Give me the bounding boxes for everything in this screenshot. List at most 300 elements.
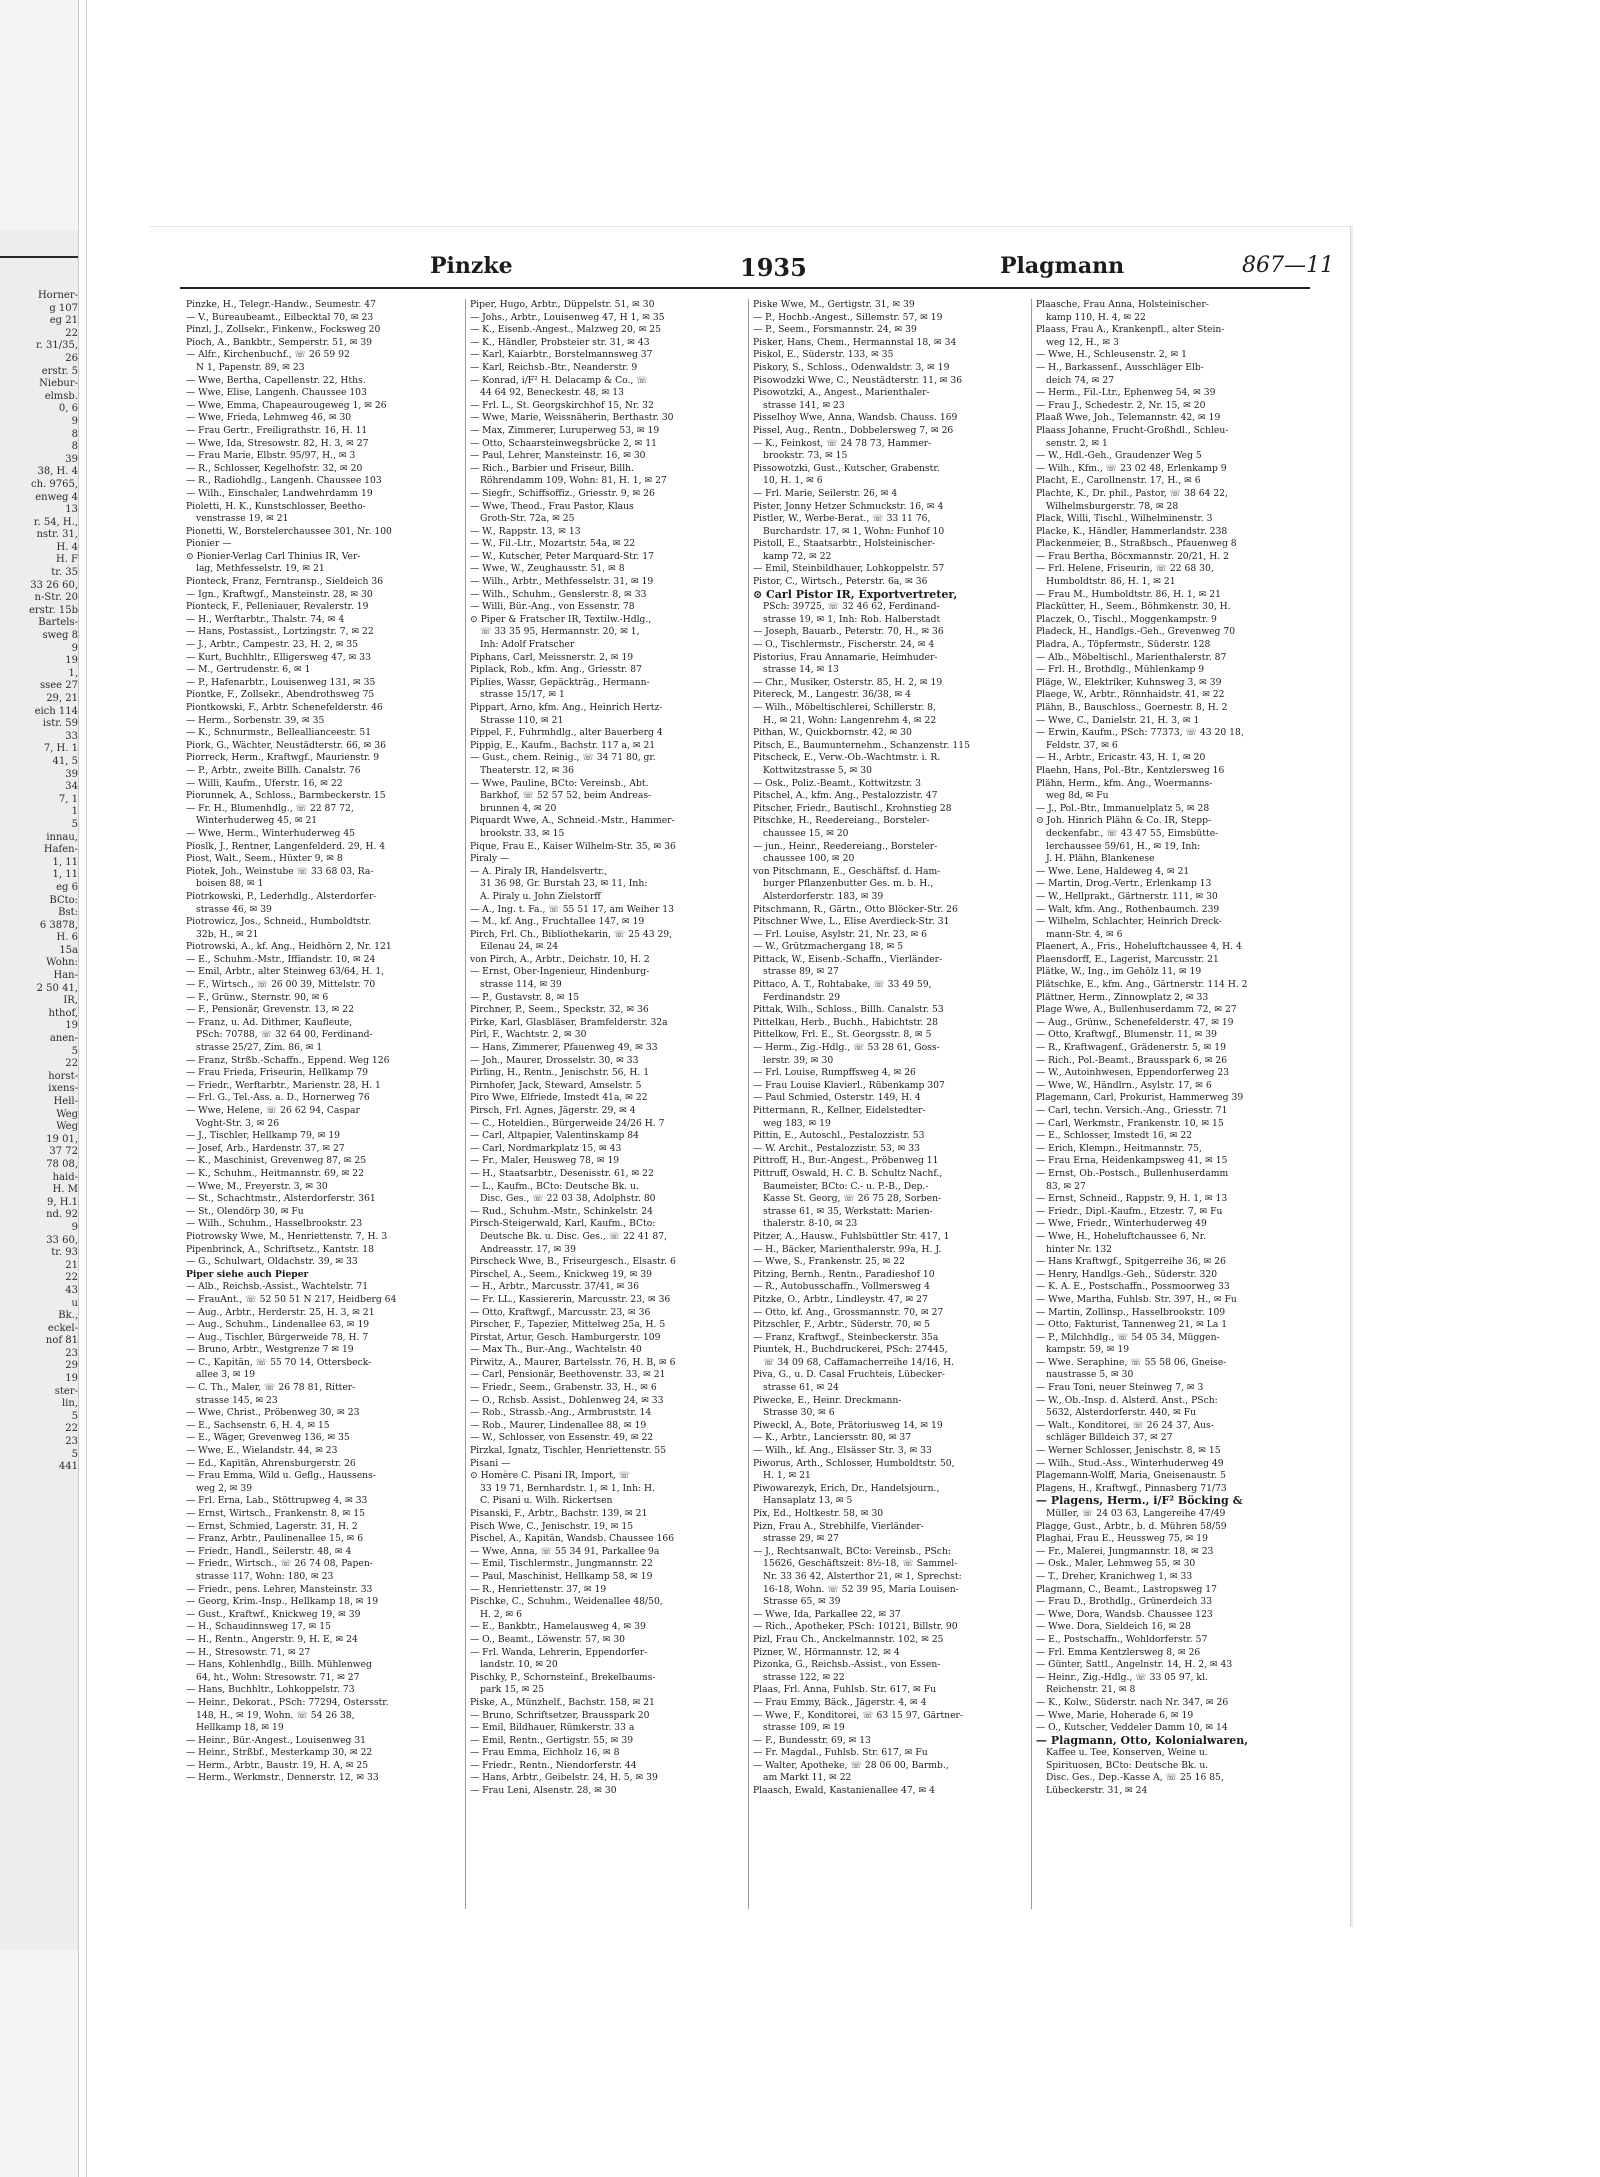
directory-entry: — Herm., Sorbenstr. 39, ✉ 35 xyxy=(186,714,325,726)
directory-entry: — J., Arbtr., Campestr. 23, H. 2, ✉ 35 xyxy=(186,639,359,651)
directory-entry: Pique, Frau E., Kaiser Wilhelm-Str. 35, ✉ 36 xyxy=(470,840,676,852)
directory-entry: — Otto, Fakturist, Tannenweg 21, ✉ La 1 xyxy=(1036,1319,1228,1331)
directory-entry: — P., Gustavstr. 8, ✉ 15 xyxy=(470,991,580,1003)
entry-continuation: strasse 114, ✉ 39 xyxy=(480,979,562,991)
directory-entry: — Joh., Maurer, Drosselstr. 30, ✉ 33 xyxy=(470,1054,639,1066)
entry-continuation: ☏ 33 35 95, Hermannstr. 20, ✉ 1, xyxy=(480,626,640,638)
directory-entry: Piske, A., Münzhelf., Bachstr. 158, ✉ 21 xyxy=(470,1696,655,1708)
left-page-fragment: 5 xyxy=(71,1410,78,1422)
entry-continuation: PSch: 39725, ☏ 32 46 62, Ferdinand- xyxy=(763,601,940,613)
entry-continuation: weg 12, H., ✉ 3 xyxy=(1046,336,1119,348)
directory-entry: Piweckl, A., Bote, Prätoriusweg 14, ✉ 19 xyxy=(753,1419,943,1431)
directory-entry: — E., Schlosser, Imstedt 16, ✉ 22 xyxy=(1036,1130,1193,1142)
gutter-line xyxy=(86,0,87,2177)
entry-continuation: venstrasse 19, ✉ 21 xyxy=(196,513,289,525)
directory-entry: Pioslk, J., Rentner, Langenfelderd. 29, H. 4 xyxy=(186,840,386,852)
directory-entry: Pionetti, W., Borstelerchaussee 301, Nr. 100 xyxy=(186,525,392,537)
left-page-fragment: nstr. 31, xyxy=(36,529,78,541)
directory-entry: Pirzkal, Ignatz, Tischler, Henriettenstr. 55 xyxy=(470,1445,667,1457)
directory-entry: Piro Wwe, Elfriede, Imstedt 41a, ✉ 22 xyxy=(470,1092,648,1104)
directory-entry: Plackütter, H., Seem., Böhmkenstr. 30, H. xyxy=(1036,601,1231,613)
directory-entry: — Frl. Louise, Asylstr. 21, Nr. 23, ✉ 6 xyxy=(753,928,928,940)
directory-entry: Pitschmann, R., Gärtn., Otto Blöcker-Str. 26 xyxy=(753,903,958,915)
left-page-fragment: 22 xyxy=(65,1423,78,1435)
directory-entry: — W., Grützmachergang 18, ✉ 5 xyxy=(753,941,904,953)
directory-entry: — Franz, Arbtr., Paulinenallee 15, ✉ 6 xyxy=(186,1533,364,1545)
left-page-fragment: eckel- xyxy=(47,1322,78,1334)
entry-continuation: strasse 117, Wohn: 180, ✉ 23 xyxy=(196,1570,334,1582)
directory-entry: — Ernst, Wirtsch., Frankenstr. 8, ✉ 15 xyxy=(186,1508,365,1519)
directory-entry: Pittack, W., Eisenb.-Schaffn., Vierländer- xyxy=(753,953,943,965)
directory-entry: — W., Hdl.-Geh., Graudenzer Weg 5 xyxy=(1036,450,1202,462)
entry-continuation: strasse 61, ✉ 24 xyxy=(763,1382,839,1394)
left-page-fragment: H. F xyxy=(55,554,78,566)
left-page-fragments xyxy=(2,290,78,1474)
directory-entry: Plagemann-Wolff, Maria, Gneisenaustr. 5 xyxy=(1036,1470,1226,1482)
entry-continuation: am Markt 11, ✉ 22 xyxy=(763,1772,852,1784)
left-page-fragment: 7, 1 xyxy=(58,793,78,805)
directory-entry: Piorreck, Herm., Kraftwgf., Maurienstr. 9 xyxy=(186,752,380,764)
left-page-fragment: 1 xyxy=(71,806,78,818)
directory-entry: — H., Werftarbtr., Thalstr. 74, ✉ 4 xyxy=(186,613,345,625)
entry-continuation: H. 2, ✉ 6 xyxy=(480,1608,523,1620)
directory-entry: — Wilh., Schuhm., Genslerstr. 8, ✉ 33 xyxy=(470,588,647,600)
left-page-fragment: 23 xyxy=(65,1436,78,1448)
directory-entry: — Fr., Maler, Heusweg 78, ✉ 19 xyxy=(470,1155,620,1167)
entry-continuation: Kasse St. Georg, ☏ 26 75 28, Sorben- xyxy=(763,1193,942,1205)
directory-entry: — J., Tischler, Hellkamp 79, ✉ 19 xyxy=(186,1130,341,1142)
left-page-fragment: Han- xyxy=(53,970,78,982)
directory-entry: Placzek, O., Tischl., Moggenkampstr. 9 xyxy=(1036,613,1217,625)
directory-entry: Pionteck, Franz, Ferntransp., Sieldeich 36 xyxy=(186,576,384,588)
entry-continuation: Feldstr. 37, ✉ 6 xyxy=(1046,739,1118,751)
directory-entry: — Rich., Apotheker, PSch: 10121, Billstr. 90 xyxy=(753,1621,958,1633)
left-page-fragment: 19 xyxy=(65,1373,78,1385)
entry-columns xyxy=(182,299,1312,1909)
directory-entry: — Rob., Maurer, Lindenallee 88, ✉ 19 xyxy=(470,1419,647,1431)
left-page-fragment: u xyxy=(71,1297,78,1309)
directory-entry: — Josef, Arb., Hardenstr. 37, ✉ 27 xyxy=(186,1142,345,1154)
directory-entry: Plähn, B., Bauschloss., Goernestr. 8, H. 2 xyxy=(1036,702,1228,713)
directory-entry: Pirchner, P., Seem., Speckstr. 32, ✉ 36 xyxy=(470,1004,649,1016)
directory-entry: Pitzer, A., Hausw., Fuhlsbüttler Str. 417, 1 xyxy=(753,1230,950,1242)
directory-entry: — Ernst, Ober-Ingenieur, Hindenburg- xyxy=(470,966,650,978)
directory-entry: — Emil, Arbtr., alter Steinweg 63/64, H. 1, xyxy=(186,966,385,978)
directory-entry: — Ernst, Ob.-Postsch., Bullenhuserdamm xyxy=(1036,1167,1229,1179)
left-page-fragment: 2 50 41, xyxy=(36,982,78,994)
directory-entry: — Frau M., Humboldtstr. 86, H. 1, ✉ 21 xyxy=(1036,588,1221,600)
entry-continuation: Voght-Str. 3, ✉ 26 xyxy=(196,1117,280,1129)
directory-entry: Pisselhoy Wwe, Anna, Wandsb. Chauss. 169 xyxy=(753,412,958,424)
directory-entry: Pittaco, A. T., Rohtabake, ☏ 33 49 59, xyxy=(753,979,932,991)
directory-entry: Pipenbrinck, A., Schriftsetz., Kantstr. 18 xyxy=(186,1243,374,1255)
directory-entry: — T., Dreher, Kranichweg 1, ✉ 33 xyxy=(1036,1570,1193,1582)
directory-entry: — Karl, Reichsb.-Btr., Neanderstr. 9 xyxy=(470,361,638,373)
directory-entry: Pistoll, E., Staatsarbtr., Holsteinischer- xyxy=(753,538,936,550)
directory-entry: — Willi, Bür.-Ang., von Essenstr. 78 xyxy=(470,601,635,613)
directory-entry: — Otto, Kraftwgf., Blumenstr. 11, ✉ 39 xyxy=(1036,1029,1217,1041)
entry-continuation: 148, H., ✉ 19, Wohn. ☏ 54 26 38, xyxy=(196,1709,355,1721)
directory-entry: Plaenert, A., Fris., Hoheluftchaussee 4, H. 4 xyxy=(1036,941,1242,953)
directory-entry: — Gust., chem. Reinig., ☏ 34 71 80, gr. xyxy=(470,752,656,764)
directory-entry: Pister, Jonny Hetzer Schmuckstr. 16, ✉ 4 xyxy=(753,500,944,512)
directory-entry: Pladra, A., Töpfermstr., Süderstr. 128 xyxy=(1036,639,1211,651)
directory-entry: — M., Gertrudenstr. 6, ✉ 1 xyxy=(186,664,311,676)
directory-entry: — R., Radiohdlg., Langenh. Chaussee 103 xyxy=(186,475,382,487)
directory-entry: — E., Schuhm.-Mstr., Iffiandstr. 10, ✉ 24 xyxy=(186,953,376,965)
entry-continuation: strasse 14, ✉ 13 xyxy=(763,664,839,676)
directory-entry: Piper siehe auch Pieper xyxy=(186,1268,309,1280)
directory-entry: — Paul Schmied, Osterstr. 149, H. 4 xyxy=(753,1092,921,1104)
directory-entry: — Paul, Maschinist, Hellkamp 58, ✉ 19 xyxy=(470,1570,653,1582)
directory-entry: — Frau Bertha, Böcxmannstr. 20/21, H. 2 xyxy=(1036,550,1229,562)
entry-continuation: strasse 145, ✉ 23 xyxy=(196,1394,278,1406)
directory-entry: — Karl, Kaiarbtr., Borstelmannsweg 37 xyxy=(470,349,653,361)
entry-continuation: 5632, Alsterdorferstr. 440, ✉ Fu xyxy=(1046,1407,1196,1419)
left-page-fragment: Hell- xyxy=(53,1096,78,1107)
directory-entry: — Frau Emma, Wild u. Geflg., Haussens- xyxy=(186,1470,376,1482)
directory-entry: Pitschner Wwe, L., Elise Averdieck-Str. 31 xyxy=(753,916,950,928)
directory-entry: Pitschke, H., Reedereiang., Borsteler- xyxy=(753,815,930,827)
left-page-fragment: tr. 93 xyxy=(51,1247,78,1259)
directory-entry: — Heinr., Dekorat., PSch: 77294, Ostersstr. xyxy=(186,1696,389,1708)
directory-entry: Plaehn, Hans, Pol.-Btr., Kentzlersweg 16 xyxy=(1036,764,1225,776)
directory-entry: Pisanski, F., Arbtr., Bachstr. 139, ✉ 21 xyxy=(470,1508,648,1519)
directory-entry: — F., Bundesstr. 69, ✉ 13 xyxy=(753,1734,871,1746)
directory-entry: Plaaß Wwe, Joh., Telemannstr. 42, ✉ 19 xyxy=(1036,412,1221,424)
directory-entry: — Alb., Reichsb.-Assist., Wachtelstr. 71 xyxy=(186,1281,369,1293)
directory-entry: — Walter, Apotheke, ☏ 28 06 00, Barmb., xyxy=(753,1759,949,1771)
left-page-fragment: haid- xyxy=(52,1171,78,1183)
directory-entry: — P., Milchhdlg., ☏ 54 05 34, Müggen- xyxy=(1036,1331,1220,1343)
entry-continuation: strasse 19, ✉ 1, Inh: Rob. Halberstadt xyxy=(763,613,941,625)
directory-entry: — Herm., Werkmstr., Dennerstr. 12, ✉ 33 xyxy=(186,1772,379,1784)
directory-entry: — M., kf. Ang., Fruchtallee 147, ✉ 19 xyxy=(470,916,645,928)
left-page-fragment: ssee 27 xyxy=(39,680,78,692)
directory-entry: — Frau Emmy, Bäck., Jägerstr. 4, ✉ 4 xyxy=(753,1696,927,1708)
directory-entry: — Wwe, Theod., Frau Pastor, Klaus xyxy=(470,500,634,512)
directory-entry: — J., Pol.-Btr., Immanuelplatz 5, ✉ 28 xyxy=(1036,802,1210,814)
directory-entry: — H., Rentn., Angerstr. 9, H. E, ✉ 24 xyxy=(186,1633,358,1645)
directory-entry: Pioletti, H. K., Kunstschlosser, Beetho- xyxy=(186,500,366,512)
directory-entry: Pischky, P., Schornsteinf., Brekelbaums- xyxy=(470,1671,656,1683)
directory-entry: Piotrowski, A., kf. Ang., Heidhörn 2, Nr. 121 xyxy=(186,941,392,953)
directory-entry: Pisker, Hans, Chem., Hermannstal 18, ✉ 34 xyxy=(753,336,957,348)
directory-entry: — Frl. Helene, Friseurin, ☏ 22 68 30, xyxy=(1036,563,1214,575)
entry-continuation: H. 1, ✉ 21 xyxy=(763,1470,811,1482)
directory-entry: — Werner Schlosser, Jenischstr. 8, ✉ 15 xyxy=(1036,1445,1221,1457)
directory-entry: — A. Piraly IR, Handelsvertr., xyxy=(470,865,608,877)
directory-entry: — C., Hoteldien., Bürgerweide 24/26 H. 7 xyxy=(470,1117,665,1129)
entry-continuation: Burchardstr. 17, ✉ 1, Wohn: Funhof 10 xyxy=(763,525,945,537)
directory-entry: — Frau D., Brothdlg., Grünerdeich 33 xyxy=(1036,1596,1213,1608)
directory-entry: — Gust., Kraftwf., Knickweg 19, ✉ 39 xyxy=(186,1608,361,1620)
entry-continuation: Wilhelmsburgerstr. 78, ✉ 28 xyxy=(1046,500,1179,512)
directory-entry: — Wwe, Elise, Langenh. Chaussee 103 xyxy=(186,387,367,399)
left-page-fragment: 33 xyxy=(65,730,78,742)
directory-entry: — Wwe, H., Hoheluftchaussee 6, Nr. xyxy=(1036,1230,1207,1242)
directory-entry: Pionteck, F., Pelleniauer, Revalerstr. 19 xyxy=(186,601,369,613)
directory-entry: Pirsch, Frl. Agnes, Jägerstr. 29, ✉ 4 xyxy=(470,1105,636,1116)
entry-continuation: brookstr. 73, ✉ 15 xyxy=(763,450,848,462)
directory-entry: Piper, Hugo, Arbtr., Düppelstr. 51, ✉ 30 xyxy=(470,299,655,310)
header-page-number: 867—11 xyxy=(1242,253,1334,278)
left-page-fragment: 22 xyxy=(65,1272,78,1284)
directory-entry: — K., Schuhm., Heitmannstr. 69, ✉ 22 xyxy=(186,1167,364,1179)
directory-entry: — Plagens, Herm., i/F² Böcking & xyxy=(1036,1495,1243,1508)
directory-entry: Piskol, E., Süderstr. 133, ✉ 35 xyxy=(753,349,894,361)
directory-entry: — Frl. G., Tel.-Ass. a. D., Hornerweg 76 xyxy=(186,1092,370,1104)
left-page-fragment: horst- xyxy=(48,1070,78,1082)
directory-entry: Pioch, A., Bankbtr., Semperstr. 51, ✉ 39 xyxy=(186,336,373,348)
directory-entry: — Carl, Nordmarkplatz 15, ✉ 43 xyxy=(470,1142,622,1154)
directory-entry: — R., Henriettenstr. 37, ✉ 19 xyxy=(470,1583,607,1595)
directory-entry: Pittermann, R., Kellner, Eidelstedter- xyxy=(753,1105,926,1116)
left-page-fragment: ch. 9765, xyxy=(30,478,78,490)
directory-entry: Pischke, C., Schuhm., Weidenallee 48/50, xyxy=(470,1596,663,1608)
directory-entry: — Wwe, Ida, Stresowstr. 82, H. 3, ✉ 27 xyxy=(186,437,369,449)
directory-entry: — Wilh., Kfm., ☏ 23 02 48, Erlenkamp 9 xyxy=(1036,462,1227,474)
left-page-fragment: 7, H. 1 xyxy=(43,743,78,755)
directory-entry: — Emil, Bildhauer, Rümkerstr. 33 a xyxy=(470,1722,635,1734)
entry-continuation: senstr. 2, ✉ 1 xyxy=(1046,437,1108,449)
left-page-fragment: 9 xyxy=(71,415,78,427)
directory-entry: Pitereck, M., Langestr. 36/38, ✉ 4 xyxy=(753,689,912,701)
directory-entry: Pirling, H., Rentn., Jenischstr. 56, H. 1 xyxy=(470,1067,650,1079)
entry-continuation: Lübeckerstr. 31, ✉ 24 xyxy=(1046,1785,1148,1797)
entry-continuation: weg 8d, ✉ Fu xyxy=(1046,790,1109,802)
left-page-fragment: 1, 11 xyxy=(52,869,78,881)
directory-entry: Pisowotzki, A., Angest., Marienthaler- xyxy=(753,387,930,399)
directory-entry: — Aug., Tischler, Bürgerweide 78, H. 7 xyxy=(186,1331,369,1343)
directory-entry: — Franz, Strßb.-Schaffn., Eppend. Weg 126 xyxy=(186,1054,390,1066)
entry-continuation: 64, ht., Wohn: Stresowstr. 71, ✉ 27 xyxy=(196,1671,360,1683)
left-page-fragment: 19 01, xyxy=(46,1133,78,1145)
left-page-fragment: Weg xyxy=(56,1121,78,1133)
directory-entry: — Friedr., Seem., Grabenstr. 33, H., ✉ 6 xyxy=(470,1382,657,1394)
directory-entry: — Joseph, Bauarb., Peterstr. 70, H., ✉ 36 xyxy=(753,626,944,638)
directory-entry: Pisani — xyxy=(470,1457,511,1469)
directory-entry: — C., Kapitän, ☏ 55 70 14, Ottersbeck- xyxy=(186,1356,372,1368)
directory-entry: Pischel, A., Kapitän, Wandsb. Chaussee 166 xyxy=(470,1533,675,1545)
left-page-fragment: Hafen- xyxy=(43,844,78,856)
directory-entry: ⊙ Homère C. Pisani IR, Import, ☏ xyxy=(470,1470,631,1482)
directory-entry: Piontke, F., Zollsekr., Abendrothsweg 75 xyxy=(186,689,375,701)
left-page-fragment: 39 xyxy=(65,453,78,465)
left-page-fragment: elmsb. xyxy=(44,390,78,402)
directory-entry: — Wwe, S., Frankenstr. 25, ✉ 22 xyxy=(753,1256,905,1268)
directory-entry: — Ernst, Schneid., Rappstr. 9, H. 1, ✉ 13 xyxy=(1036,1193,1228,1205)
directory-entry: — Günter, Sattl., Angelnstr. 14, H. 2, ✉ 43 xyxy=(1036,1659,1233,1671)
directory-entry: — W., Kutscher, Peter Marquard-Str. 17 xyxy=(470,550,654,562)
directory-entry: Piplies, Wassr, Gepäckträg., Hermann- xyxy=(470,676,650,688)
directory-entry: Piskory, S., Schloss., Odenwaldstr. 3, ✉ 19 xyxy=(753,361,950,373)
directory-entry: Pithan, W., Quickbornstr. 42, ✉ 30 xyxy=(753,727,912,739)
left-page-fragment: 1, 11 xyxy=(52,856,78,868)
entry-continuation: Müller, ☏ 24 03 63, Langereihe 47/49 xyxy=(1046,1508,1226,1519)
directory-entry: — F., Grünw., Sternstr. 90, ✉ 6 xyxy=(186,991,329,1003)
directory-entry: — E., Sachsenstr. 6, H. 4, ✉ 15 xyxy=(186,1419,330,1431)
entry-continuation: chaussee 15, ✉ 20 xyxy=(763,827,849,839)
column-1 xyxy=(182,299,454,1909)
entry-continuation: ☏ 34 09 68, Caffamacherreihe 14/16, H. xyxy=(763,1356,955,1368)
entry-continuation: kampstr. 59, ✉ 19 xyxy=(1046,1344,1130,1356)
directory-entry: — Friedr., Wirtsch., ☏ 26 74 08, Papen- xyxy=(186,1558,373,1570)
directory-page xyxy=(150,226,1351,1927)
directory-entry: — Max, Zimmerer, Luruperweg 53, ✉ 19 xyxy=(470,424,660,436)
directory-entry: — Aug., Grünw., Schenefelderstr. 47, ✉ 19 xyxy=(1036,1016,1234,1028)
left-page-fragment: 41, 5 xyxy=(52,755,78,767)
directory-entry: — W., Schlosser, von Essenstr. 49, ✉ 22 xyxy=(470,1432,654,1444)
directory-entry: Pittelkau, Herb., Buchh., Habichtstr. 28 xyxy=(753,1016,938,1028)
directory-entry: — Frl. Marie, Seilerstr. 26, ✉ 4 xyxy=(753,487,898,499)
directory-entry: Pirnhofer, Jack, Steward, Amselstr. 5 xyxy=(470,1079,642,1091)
left-page-fragment: H. M xyxy=(52,1184,78,1196)
entry-continuation: Kottwitzstrasse 5, ✉ 30 xyxy=(763,764,872,776)
directory-entry: Pinzl, J., Zollsekr., Finkenw., Focksweg 20 xyxy=(186,324,381,336)
directory-entry: — H., Staatsarbtr., Desenisstr. 61, ✉ 22 xyxy=(470,1167,654,1179)
directory-entry: Pissel, Aug., Rentn., Dobbelersweg 7, ✉ 26 xyxy=(753,424,954,436)
entry-continuation: deich 74, ✉ 27 xyxy=(1046,374,1115,386)
directory-entry: — Walt, kfm. Ang., Rothenbaumch. 239 xyxy=(1036,903,1220,915)
entry-continuation: park 15, ✉ 25 xyxy=(480,1684,545,1696)
directory-entry: — Wwe, W., Zeughausstr. 51, ✉ 8 xyxy=(470,563,625,575)
directory-entry: — Rich., Barbier und Friseur, Billh. xyxy=(470,462,635,474)
directory-entry: Plaasch, Ewald, Kastanienallee 47, ✉ 4 xyxy=(753,1785,935,1797)
directory-entry: Piost, Walt., Seem., Hüxter 9, ✉ 8 xyxy=(186,853,343,865)
directory-entry: — Fr., Malerei, Jungmannstr. 18, ✉ 23 xyxy=(1036,1545,1214,1557)
entry-continuation: mann-Str. 4, ✉ 6 xyxy=(1046,928,1123,940)
entry-continuation: Humboldtstr. 86, H. 1, ✉ 21 xyxy=(1046,576,1176,588)
entry-continuation: 10, H. 1, ✉ 6 xyxy=(763,475,823,487)
entry-continuation: Nr. 33 36 42, Alsterthor 21, ✉ 1, Sprechst: xyxy=(763,1570,962,1582)
directory-entry: — Frau Emma, Eichholz 16, ✉ 8 xyxy=(470,1747,620,1759)
directory-entry: — R., Schlosser, Kegelhofstr. 32, ✉ 20 xyxy=(186,462,363,474)
entry-continuation: Theaterstr. 12, ✉ 36 xyxy=(480,764,574,776)
entry-continuation: J. H. Plähn, Blankenese xyxy=(1046,853,1155,865)
entry-continuation: burger Pflanzenbutter Ges. m. b. H., xyxy=(763,878,934,890)
left-page-fragment: Weg xyxy=(56,1108,78,1120)
entry-continuation: 32b, H., ✉ 21 xyxy=(196,928,259,940)
directory-entry: Piwecke, E., Heinr. Dreckmann- xyxy=(753,1394,902,1406)
directory-entry: — Bruno, Schriftsetzer, Brausspark 20 xyxy=(470,1709,650,1721)
entry-continuation: strasse 89, ✉ 27 xyxy=(763,966,839,978)
directory-entry: — Heinr., Zig.-Hdlg., ☏ 33 05 97, kl. xyxy=(1036,1671,1208,1683)
entry-continuation: brookstr. 33, ✉ 15 xyxy=(480,827,565,839)
left-page-fragment: lin, xyxy=(61,1398,78,1410)
directory-entry: Piske Wwe, M., Gertigstr. 31, ✉ 39 xyxy=(753,299,915,310)
directory-entry: Pirstat, Artur, Gesch. Hamburgerstr. 109 xyxy=(470,1331,661,1343)
left-page-fragment: nof 81 xyxy=(45,1335,78,1347)
directory-entry: — St., Schachtmstr., Alsterdorferstr. 361 xyxy=(186,1193,376,1205)
directory-entry: Piraly — xyxy=(470,853,510,865)
column-2 xyxy=(465,299,738,1909)
directory-entry: — Martin, Zollinsp., Hasselbrookstr. 109 xyxy=(1036,1306,1226,1318)
directory-entry: — Hans, Kohlenhdlg., Billh. Mühlenweg xyxy=(186,1659,372,1671)
directory-entry: Piquardt Wwe, A., Schneid.-Mstr., Hammer- xyxy=(470,815,675,827)
directory-entry: — Herm., Arbtr., Baustr. 19, H. A, ✉ 25 xyxy=(186,1759,369,1771)
entry-continuation: Eilenau 24, ✉ 24 xyxy=(480,941,559,953)
directory-entry: — W., Autoinhwesen, Eppendorferweg 23 xyxy=(1036,1067,1230,1079)
directory-entry: Plätschke, E., kfm. Ang., Gärtnerstr. 114 H. 2 xyxy=(1036,979,1248,991)
left-page-fragment: r. 54, H., xyxy=(33,516,78,528)
directory-entry: — K., Arbtr., Lanciersstr. 80, ✉ 37 xyxy=(753,1432,912,1444)
directory-entry: — Alb., Möbeltischl., Marienthalerstr. 87 xyxy=(1036,651,1227,663)
directory-entry: Plachte, K., Dr. phil., Pastor, ☏ 38 64 22, xyxy=(1036,487,1228,499)
directory-entry: Pistor, C., Wirtsch., Peterstr. 6a, ✉ 36 xyxy=(753,576,928,588)
directory-entry: — Wwe, Marie, Hoherade 6, ✉ 19 xyxy=(1036,1709,1194,1721)
directory-entry: — O., Beamt., Löwenstr. 57, ✉ 30 xyxy=(470,1633,626,1645)
directory-entry: Pirch, Frl. Ch., Bibliothekarin, ☏ 25 43 29, xyxy=(470,928,673,940)
left-page-fragment: 26 xyxy=(65,352,78,364)
directory-entry: — Carl, Werkmstr., Frankenstr. 10, ✉ 15 xyxy=(1036,1117,1224,1129)
directory-entry: — Frl. Wanda, Lehrerin, Eppendorfer- xyxy=(470,1646,648,1658)
directory-entry: — Max Th., Bur.-Ang., Wachtelstr. 40 xyxy=(470,1344,642,1356)
left-page-fragment: 43 xyxy=(65,1284,78,1296)
directory-entry: — Wwe, Herm., Winterhuderweg 45 xyxy=(186,827,356,839)
entry-continuation: C. Pisani u. Wilh. Rickertsen xyxy=(480,1495,613,1507)
directory-entry: — E., Bankbtr., Hamelausweg 4, ✉ 39 xyxy=(470,1621,646,1633)
entry-continuation: Andreasstr. 17, ✉ 39 xyxy=(480,1243,576,1255)
directory-entry: — Wilh., Einschaler, Landwehrdamm 19 xyxy=(186,487,373,499)
directory-entry: — Hans, Zimmerer, Pfauenweg 49, ✉ 33 xyxy=(470,1042,658,1054)
entry-continuation: Kaffee u. Tee, Konserven, Weine u. xyxy=(1046,1747,1208,1759)
directory-entry: — Frau J., Schedestr. 2, Nr. 15, ✉ 20 xyxy=(1036,399,1206,411)
directory-entry: — J., Rechtsanwalt, BCto: Vereinsb., PSch: xyxy=(753,1545,951,1557)
directory-entry: — P., Seem., Forsmannstr. 24, ✉ 39 xyxy=(753,324,917,336)
left-page-header-rule xyxy=(0,256,78,258)
directory-entry: Plähn, Herm., kfm. Ang., Woermanns- xyxy=(1036,777,1213,789)
entry-continuation: 16-18, Wohn. ☏ 52 39 95, Maria Louisen- xyxy=(763,1583,959,1595)
directory-entry: — O., Tischlermstr., Fischerstr. 24, ✉ 4 xyxy=(753,639,935,651)
directory-entry: — Wwe, Anna, ☏ 55 34 91, Parkallee 9a xyxy=(470,1545,660,1557)
left-page-fragment: 29 xyxy=(65,1360,78,1372)
directory-entry: — Wwe. Dora, Sieldeich 16, ✉ 28 xyxy=(1036,1621,1191,1633)
directory-entry: — Fr. LL., Kassiererin, Marcusstr. 23, ✉ 36 xyxy=(470,1293,671,1305)
directory-entry: — Wwe, Helene, ☏ 26 62 94, Caspar xyxy=(186,1105,360,1116)
directory-entry: Plaghai, Frau E., Heussweg 75, ✉ 19 xyxy=(1036,1533,1208,1545)
entry-continuation: strasse 29, ✉ 27 xyxy=(763,1533,839,1545)
directory-entry: — Johs., Arbtr., Louisenweg 47, H 1, ✉ 35 xyxy=(470,311,665,323)
directory-entry: Piontkowski, F., Arbtr. Schenefelderstr. 46 xyxy=(186,702,383,713)
entry-continuation: landstr. 10, ✉ 20 xyxy=(480,1659,558,1671)
left-page-fragment: H. 4 xyxy=(56,541,78,553)
directory-entry: — Wwe, E., Wielandstr. 44, ✉ 23 xyxy=(186,1445,338,1457)
directory-entry: Pinzke, H., Telegr.-Handw., Seumestr. 47 xyxy=(186,299,376,310)
directory-entry: — Wilh., Arbtr., Methfesselstr. 31, ✉ 19 xyxy=(470,576,654,588)
left-page-fragment: 19 xyxy=(65,655,78,667)
entry-continuation: strasse 141, ✉ 23 xyxy=(763,399,845,411)
directory-entry: Pitzschler, F., Arbtr., Süderstr. 70, ✉ 5 xyxy=(753,1319,931,1331)
entry-continuation: lerstr. 39, ✉ 30 xyxy=(763,1054,834,1066)
directory-entry: — Wwe. Lene, Haldeweg 4, ✉ 21 xyxy=(1036,865,1190,877)
directory-entry: — H., Arbtr., Ericastr. 43, H. 1, ✉ 20 xyxy=(1036,752,1206,764)
directory-entry: — F., Wirtsch., ☏ 26 00 39, Mittelstr. 70 xyxy=(186,979,376,991)
left-page-fragment: Wohn: xyxy=(46,957,78,969)
entry-continuation: 31 36 98, Gr. Burstah 23, ✉ 11, Inh: xyxy=(480,878,648,890)
entry-continuation: strasse 109, ✉ 19 xyxy=(763,1722,845,1734)
directory-entry: — H., Schaudinnsweg 17, ✉ 15 xyxy=(186,1621,331,1633)
left-page-fragment: Bartels- xyxy=(38,617,78,629)
left-page-fragment: 33 26 60, xyxy=(30,579,78,591)
directory-entry: Plagge, Gust., Arbtr., b. d. Mühren 58/59 xyxy=(1036,1520,1227,1532)
directory-entry: — Ernst, Schmied, Lagerstr. 31, H. 2 xyxy=(186,1520,358,1532)
directory-entry: — F., Pensionär, Grevenstr. 13, ✉ 22 xyxy=(186,1004,354,1016)
left-page-fragment: eg 21 xyxy=(49,315,78,327)
directory-entry: — Hans, Postassist., Lortzingstr. 7, ✉ 22 xyxy=(186,626,374,638)
entry-continuation: Röhrendamm 109, Wohn: 81, H. 1, ✉ 27 xyxy=(480,475,667,487)
directory-entry: Piuntek, H., Buchdruckerei, PSch: 27445, xyxy=(753,1344,948,1356)
